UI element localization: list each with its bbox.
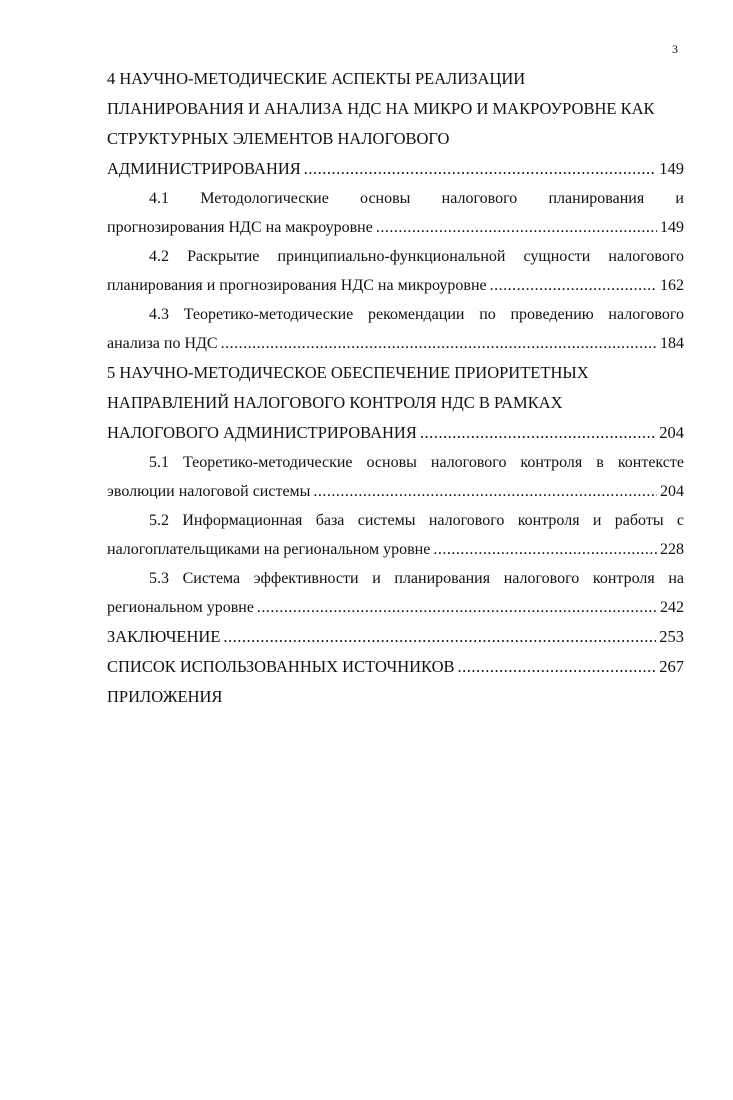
- toc-entry-leader-line: [107, 154, 684, 184]
- toc-page-number: 184: [660, 335, 684, 352]
- toc-entry-title-line: 5.3 Система эффективности и планирования налогового контроля на: [149, 570, 684, 587]
- toc-entry-section-5-1[interactable]: [107, 448, 684, 506]
- toc-entry-title: СПИСОК ИСПОЛЬЗОВАННЫХ ИСТОЧНИКОВ: [107, 657, 455, 676]
- table-of-contents: [107, 64, 684, 712]
- toc-entry-section-4-1[interactable]: [107, 184, 684, 242]
- dot-leader: [376, 213, 657, 242]
- toc-entry-conclusion[interactable]: [107, 622, 684, 652]
- toc-entry-section-4-2[interactable]: [107, 242, 684, 300]
- toc-entry-title-end: налогоплательщиками на региональном уровне: [107, 541, 431, 558]
- dot-leader: [221, 329, 657, 358]
- toc-page-number: 149: [659, 159, 684, 178]
- toc-entry-title-line: 5.2 Информационная база системы налогового контроля и работы с: [149, 512, 684, 529]
- toc-entry-title-end: планирования и прогнозирования НДС на микроуровне: [107, 277, 487, 294]
- toc-entry-title: ЗАКЛЮЧЕНИЕ: [107, 627, 221, 646]
- toc-entry-title-line: НАПРАВЛЕНИЙ НАЛОГОВОГО КОНТРОЛЯ НДС В РАМКАХ: [107, 393, 563, 412]
- toc-entry-leader-line: [107, 213, 684, 242]
- toc-entry-leader-line: [107, 329, 684, 358]
- toc-entry-title-end: АДМИНИСТРИРОВАНИЯ: [107, 159, 301, 178]
- toc-page-number: 204: [660, 483, 684, 500]
- toc-entry-title-end: прогнозирования НДС на макроуровне: [107, 219, 373, 236]
- toc-entry-title-end: региональном уровне: [107, 599, 254, 616]
- toc-entry-references[interactable]: [107, 652, 684, 682]
- dot-leader: [420, 418, 656, 448]
- toc-page-number: 204: [659, 423, 684, 442]
- toc-entry-title-line: 4.2 Раскрытие принципиально-функциональной сущности налогового: [149, 248, 684, 265]
- toc-entry-chapter-4[interactable]: [107, 64, 684, 184]
- toc-entry-leader-line: [107, 535, 684, 564]
- toc-entry-section-5-2[interactable]: [107, 506, 684, 564]
- toc-entry-leader-line: [107, 271, 684, 300]
- toc-entry-section-4-3[interactable]: [107, 300, 684, 358]
- toc-entry-title: ПРИЛОЖЕНИЯ: [107, 687, 223, 706]
- toc-page-number: 242: [660, 599, 684, 616]
- toc-page-number: 267: [659, 657, 684, 676]
- toc-entry-appendices[interactable]: [107, 682, 684, 712]
- dot-leader: [458, 652, 657, 682]
- toc-entry-title-end: эволюции налоговой системы: [107, 483, 311, 500]
- toc-entry-leader-line: [107, 418, 684, 448]
- toc-entry-title-line: ПЛАНИРОВАНИЯ И АНАЛИЗА НДС НА МИКРО И МАКРОУРОВНЕ КАК: [107, 99, 655, 118]
- toc-entry-title-end: НАЛОГОВОГО АДМИНИСТРИРОВАНИЯ: [107, 423, 417, 442]
- toc-page-number: 162: [660, 277, 684, 294]
- toc-entry-title-line: 4.1 Методологические основы налогового планирования и: [149, 190, 684, 207]
- toc-entry-chapter-5[interactable]: [107, 358, 684, 448]
- dot-leader: [313, 477, 657, 506]
- toc-entry-leader-line: [107, 477, 684, 506]
- toc-entry-leader-line: [107, 593, 684, 622]
- toc-entry-title-line: 5 НАУЧНО-МЕТОДИЧЕСКОЕ ОБЕСПЕЧЕНИЕ ПРИОРИТЕТНЫХ: [107, 363, 589, 382]
- dot-leader: [257, 593, 657, 622]
- toc-entry-title-line: 5.1 Теоретико-методические основы налогового контроля в контексте: [149, 454, 684, 471]
- toc-entry-title-line: 4 НАУЧНО-МЕТОДИЧЕСКИЕ АСПЕКТЫ РЕАЛИЗАЦИИ: [107, 69, 526, 88]
- dot-leader: [490, 271, 657, 300]
- toc-page-number: 228: [660, 541, 684, 558]
- toc-page-number: 149: [660, 219, 684, 236]
- toc-entry-section-5-3[interactable]: [107, 564, 684, 622]
- dot-leader: [223, 622, 656, 652]
- dot-leader: [433, 535, 657, 564]
- page-number: 3: [672, 42, 678, 56]
- toc-page-number: 253: [659, 627, 684, 646]
- toc-entry-title-line: 4.3 Теоретико-методические рекомендации по проведению налогового: [149, 306, 684, 323]
- toc-entry-title-end: анализа по НДС: [107, 335, 218, 352]
- toc-entry-title-line: СТРУКТУРНЫХ ЭЛЕМЕНТОВ НАЛОГОВОГО: [107, 129, 450, 148]
- dot-leader: [304, 154, 656, 184]
